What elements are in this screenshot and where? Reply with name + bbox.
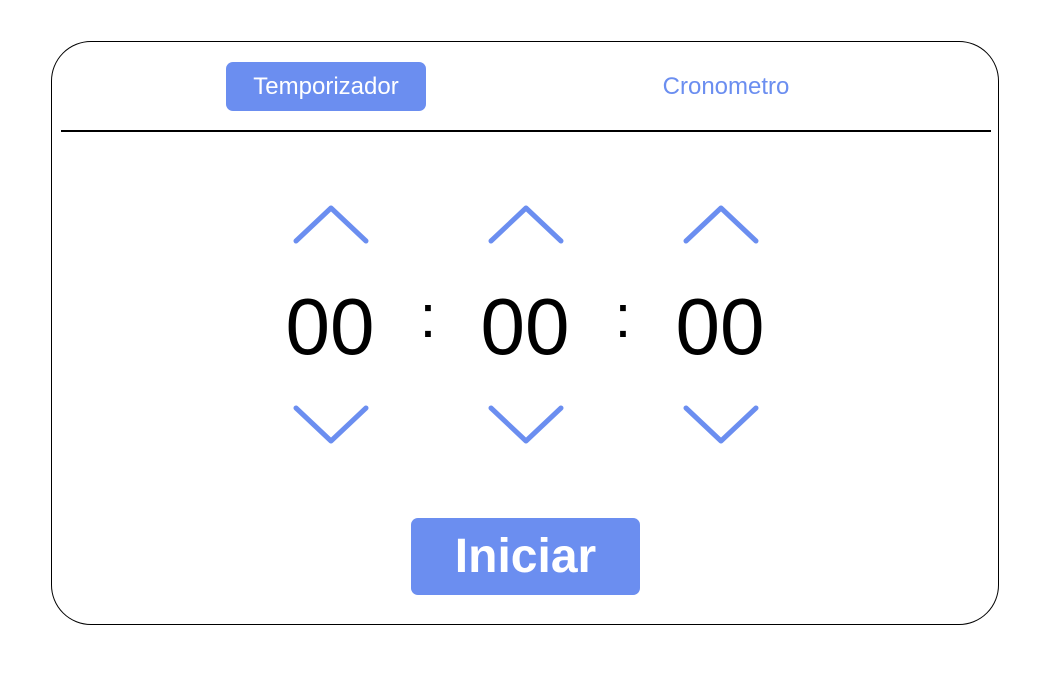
chevron-up-icon (488, 203, 564, 247)
time-separator: : (419, 283, 437, 350)
chevron-up-icon (683, 203, 759, 247)
minutes-decrement-button[interactable] (488, 403, 564, 447)
minutes-increment-button[interactable] (488, 203, 564, 247)
hours-decrement-button[interactable] (293, 403, 369, 447)
chevron-up-icon (293, 203, 369, 247)
chevron-down-icon (488, 403, 564, 447)
tab-cronometro[interactable]: Cronometro (626, 62, 826, 111)
time-separator: : (614, 283, 632, 350)
hours-increment-button[interactable] (293, 203, 369, 247)
tab-temporizador[interactable]: Temporizador (226, 62, 426, 111)
minutes-display: 00 (480, 282, 570, 371)
hours-display: 00 (285, 282, 375, 371)
tab-divider (61, 130, 991, 132)
seconds-increment-button[interactable] (683, 203, 759, 247)
chevron-down-icon (293, 403, 369, 447)
seconds-display: 00 (675, 282, 765, 371)
chevron-down-icon (683, 403, 759, 447)
start-button[interactable]: Iniciar (411, 518, 640, 595)
seconds-decrement-button[interactable] (683, 403, 759, 447)
